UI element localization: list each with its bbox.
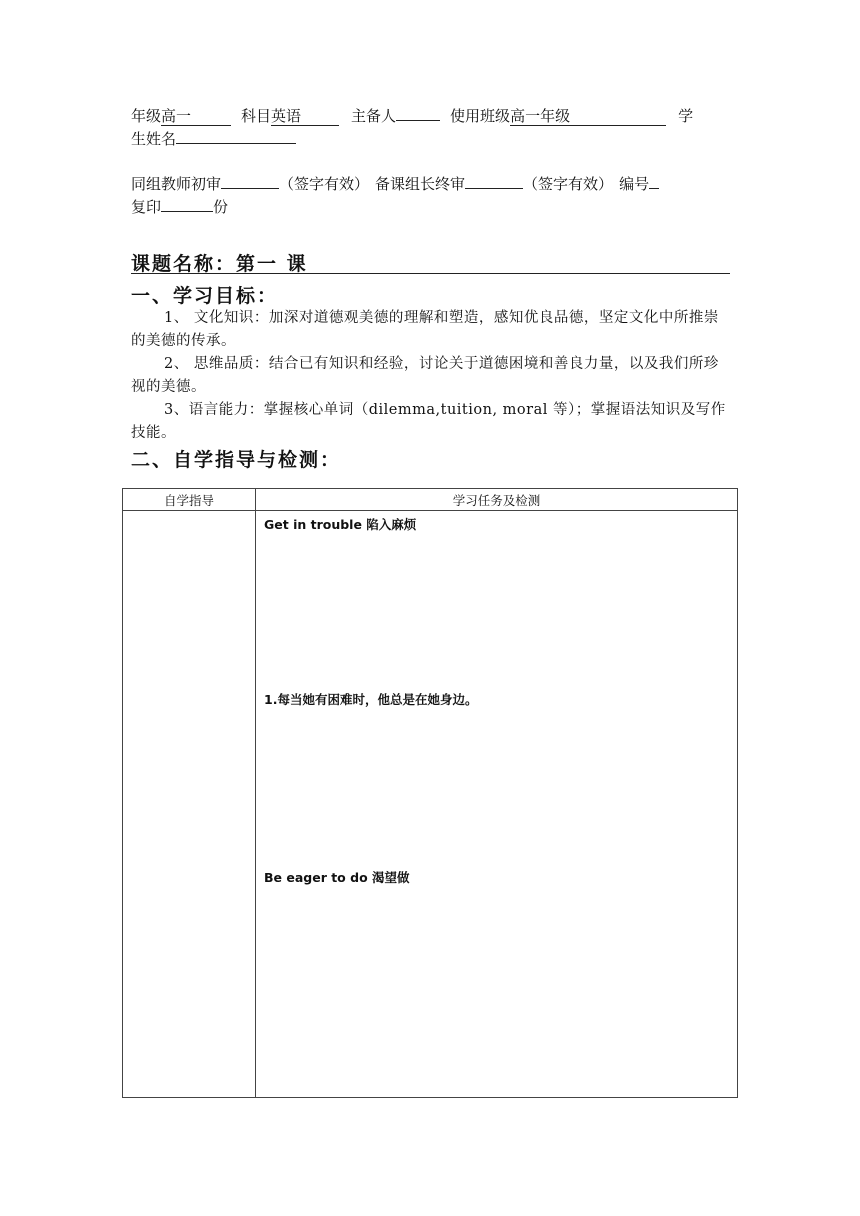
class-label: 使用班级	[450, 107, 511, 125]
reviewer-field[interactable]	[221, 188, 279, 189]
objective-text-1: 1、 文化知识：加深对道德观美德的理解和塑造，感知优良品德，坚定文化中所推崇的美德的传承。	[131, 310, 719, 349]
header-line-1	[131, 106, 693, 126]
student-label-a: 学	[678, 107, 694, 125]
copy-unit: 份	[213, 198, 229, 216]
grade-field[interactable]	[161, 107, 231, 126]
lesson-title-label: 课题名称：	[131, 253, 237, 275]
header-line-2	[131, 129, 296, 149]
lesson-title-value: 第一 课	[236, 253, 308, 275]
student-label-b: 生姓名	[131, 130, 177, 148]
objective-item	[131, 353, 731, 399]
lesson-title	[131, 249, 308, 276]
col-header-guide: 自学指导	[123, 489, 256, 511]
signature-note-1: （签字有效）	[279, 175, 370, 193]
objective-text-3: 3、语言能力：掌握核心单词（dilemma,tuition, moral 等）；掌握语法知识及写作技能。	[131, 402, 726, 441]
class-field[interactable]	[510, 107, 666, 126]
objectives-heading: 一、学习目标：	[131, 285, 279, 307]
preparer-label: 主备人	[351, 107, 397, 125]
number-label: 编号	[619, 175, 650, 193]
copy-field[interactable]	[161, 211, 213, 212]
preparer-field[interactable]	[396, 120, 440, 121]
objective-item	[131, 307, 731, 353]
subject-field[interactable]	[271, 107, 339, 126]
number-field[interactable]	[649, 188, 659, 189]
copy-label: 复印	[131, 198, 162, 216]
table-header-row	[123, 489, 738, 511]
self-study-table	[122, 488, 738, 1098]
final-label: 备课组长终审	[375, 175, 466, 193]
grade-label: 年级	[131, 107, 162, 125]
student-name-field[interactable]	[176, 143, 296, 144]
objective-item	[131, 399, 731, 445]
objective-text-2: 2、 思维品质：结合已有知识和经验，讨论关于道德困境和善良力量，以及我们所珍视的美德。	[131, 356, 719, 395]
grade-value: 高一	[161, 107, 192, 125]
subject-label: 科目	[241, 107, 272, 125]
final-field[interactable]	[465, 188, 523, 189]
col-header-tasks: 学习任务及检测	[256, 489, 738, 511]
guide-cell[interactable]	[123, 511, 256, 1098]
reviewer-label: 同组教师初审	[131, 175, 222, 193]
tasks-cell[interactable]	[256, 511, 738, 1098]
task-item-3: Be eager to do 渴望做	[264, 870, 410, 885]
class-value: 高一年级	[510, 107, 571, 125]
self-study-heading: 二、自学指导与检测：	[131, 449, 342, 471]
task-item-2: 1.每当她有困难时，他总是在她身边。	[264, 692, 478, 707]
header-line-4	[131, 197, 228, 217]
task-item-1: Get in trouble 陷入麻烦	[264, 517, 417, 532]
header-line-3	[131, 174, 659, 194]
subject-value: 英语	[271, 107, 302, 125]
signature-note-2: （签字有效）	[523, 175, 614, 193]
table-row	[123, 511, 738, 1098]
